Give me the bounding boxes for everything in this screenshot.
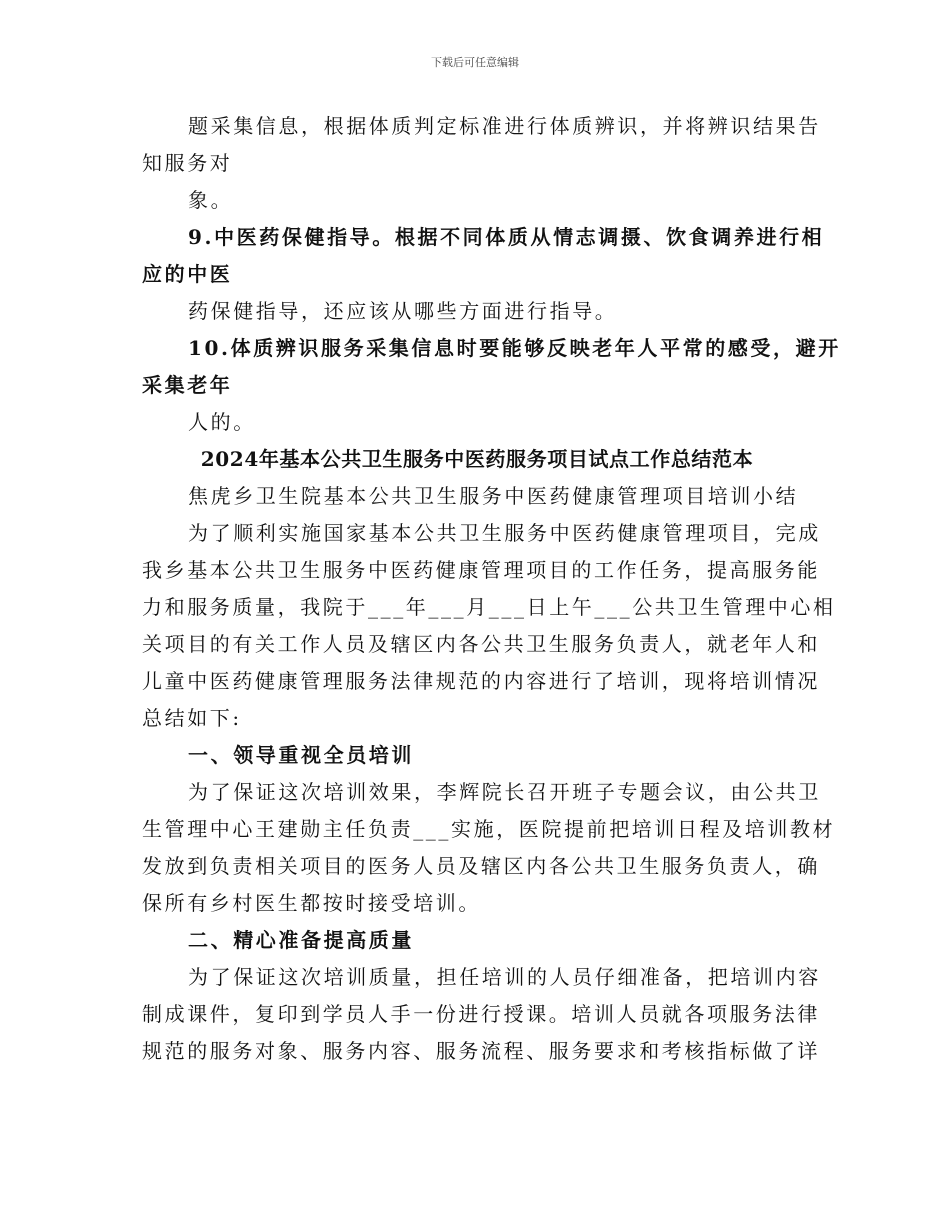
paragraph-line: 为了保证这次培训质量，担任培训的人员仔细准备，把培训内容 bbox=[188, 965, 821, 989]
paragraph-line: 为了保证这次培训效果，李辉院长召开班子专题会议，由公共卫 bbox=[188, 780, 821, 804]
document-title: 2024年基本公共卫生服务中医药服务项目试点工作总结范本 bbox=[200, 447, 754, 471]
paragraph-line: 药保健指导，还应该从哪些方面进行指导。 bbox=[188, 299, 618, 323]
document-subtitle: 焦虎乡卫生院基本公共卫生服务中医药健康管理项目培训小结 bbox=[188, 484, 799, 508]
section-heading-2: 二、精心准备提高质量 bbox=[188, 928, 414, 952]
document-body bbox=[142, 108, 841, 1070]
paragraph-line: 保所有乡村医生都按时接受培训。 bbox=[142, 891, 481, 915]
page-header: 下载后可任意编辑 bbox=[431, 56, 519, 69]
paragraph-line: 力和服务质量，我院于___年___月___日上午___公共卫生管理中心相 bbox=[142, 595, 836, 619]
paragraph-line: 知服务对 bbox=[142, 151, 233, 175]
paragraph-line: 题采集信息，根据体质判定标准进行体质辨识，并将辨识结果告 bbox=[188, 114, 821, 138]
paragraph-line: 儿童中医药健康管理服务法律规范的内容进行了培训，现将培训情况 bbox=[142, 669, 820, 693]
numbered-item-9: 9.中医药保健指导。根据不同体质从情志调摄、饮食调养进行相 bbox=[188, 225, 825, 249]
section-heading-1: 一、领导重视全员培训 bbox=[188, 743, 414, 767]
numbered-item-9-continued: 应的中医 bbox=[142, 262, 233, 286]
paragraph-line: 制成课件，复印到学员人手一份进行授课。培训人员就各项服务法律 bbox=[142, 1002, 820, 1026]
paragraph-line: 关项目的有关工作人员及辖区内各公共卫生服务负责人，就老年人和 bbox=[142, 632, 820, 656]
paragraph-line: 我乡基本公共卫生服务中医药健康管理项目的工作任务，提高服务能 bbox=[142, 558, 820, 582]
paragraph-line: 总结如下: bbox=[142, 706, 242, 730]
paragraph-line: 生管理中心王建勋主任负责___实施，医院提前把培训日程及培训教材 bbox=[142, 817, 836, 841]
numbered-item-10-continued: 采集老年 bbox=[142, 373, 233, 397]
numbered-item-10: 10.体质辨识服务采集信息时要能够反映老年人平常的感受，避开 bbox=[188, 336, 841, 360]
paragraph-line: 发放到负责相关项目的医务人员及辖区内各公共卫生服务负责人，确 bbox=[142, 854, 820, 878]
paragraph-line: 规范的服务对象、服务内容、服务流程、服务要求和考核指标做了详 bbox=[142, 1039, 820, 1063]
paragraph-line: 象。 bbox=[188, 188, 234, 212]
paragraph-line: 为了顺利实施国家基本公共卫生服务中医药健康管理项目，完成 bbox=[188, 521, 821, 545]
paragraph-line: 人的。 bbox=[188, 410, 256, 434]
